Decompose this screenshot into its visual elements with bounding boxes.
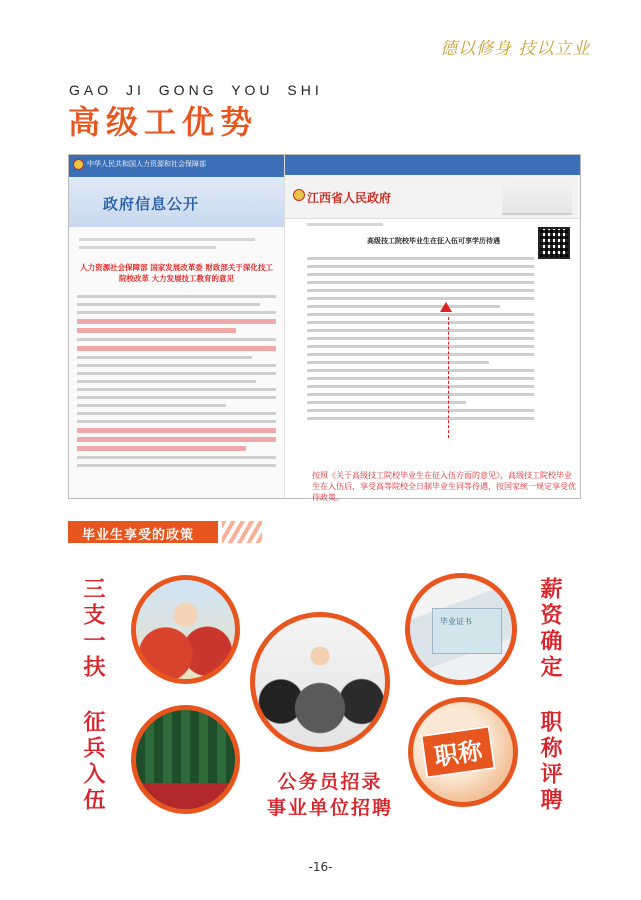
national-emblem-icon [293,189,305,201]
jiangxi-site-name: 江西省人民政府 [307,191,392,205]
jiangxi-document [284,155,581,499]
arrow-up-icon [440,302,452,312]
mohrss-doc-title: 人力资源社会保障部 国家发展改革委 财政部关于深化技工院校改革 大力发展技工教育的意见 [80,263,273,283]
jiangxi-doc-body [285,250,581,427]
national-emblem-icon [73,159,84,170]
page-number: -16- [308,860,333,874]
professional-title-photo [408,697,518,807]
mohrss-header [69,155,284,177]
certificate-label: 毕业证书 [440,617,472,626]
section-heading: 毕业生享受的政策 [68,521,218,543]
certificate-card [432,608,502,654]
civil-service-recruitment [260,769,400,821]
header-motto: 德以修身 技以立业 [440,39,591,59]
jiangxi-doc-title: 高级技工院校毕业生在征入伍可享学历待遇 [367,237,500,245]
soldiers-photo [131,705,240,814]
policy-salary: 薪资确定 [537,577,562,681]
breadcrumb [285,219,581,230]
jiangxi-topbar [285,155,581,175]
qr-code-icon [538,227,570,259]
gov-info-banner: 政府信息公开 [69,177,284,227]
red-banner [136,783,235,809]
policy-title-evaluation: 职称评聘 [537,710,562,814]
stripe-decoration [222,521,262,543]
certificate-photo [405,573,517,685]
policy-military: 征兵入伍 [80,710,105,814]
tower-illustration [502,179,572,215]
volunteers-photo [131,575,240,684]
policy-note: 按照《关于高级技工院校毕业生在征入伍方面的意见》，高级技工院校毕业生在入伍后，享受高等院校全日制毕业生同等待遇，按国家统一规定享受优待政策。 [312,471,576,502]
policy-sanzhiyifu: 三支一扶 [80,577,105,681]
mohrss-doc-body [69,288,284,474]
mohrss-site-name: 中华人民共和国人力资源和社会保障部 [87,160,206,168]
title-badge: 职称 [420,725,495,778]
mohrss-document [69,155,284,499]
arrow-connector [448,317,450,438]
document-screenshots [68,154,581,499]
public-line-1: 公务员招录 [277,771,383,793]
page-title: 高级工优势 [68,103,259,141]
public-line-2: 事业单位招聘 [266,797,393,819]
job-candidates-photo [250,612,390,752]
doc-meta [69,227,284,256]
title-pinyin: GAO JI GONG YOU SHI [69,82,323,98]
jiangxi-header [285,175,581,219]
